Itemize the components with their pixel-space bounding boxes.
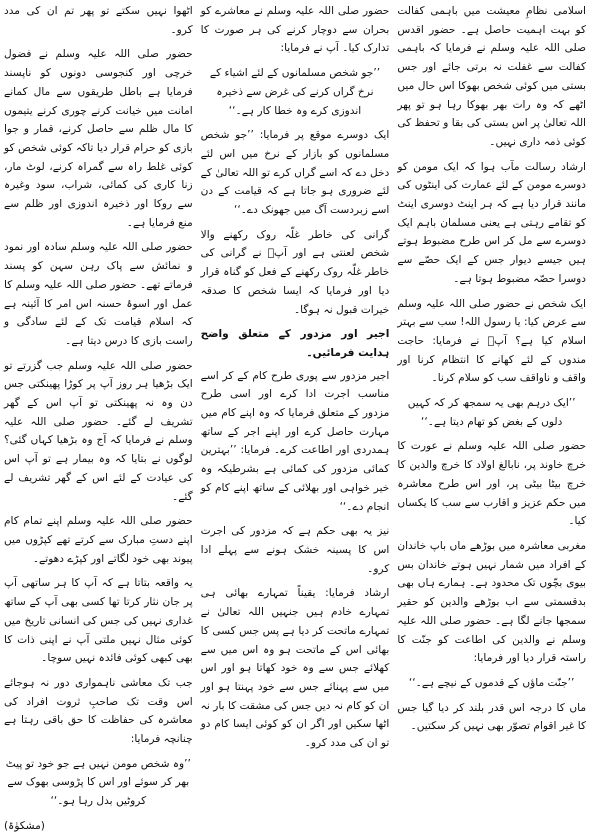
document-page xyxy=(3,2,586,832)
column-left xyxy=(3,2,193,832)
paragraph: جب تک معاشی ناہمواری دور نہ ہوجائے اس وقت تک صاحبِ ثروت افراد کی معاشرہ کی حفاظت کا حق باقی رہتا ہے چنانچہ فرمایا: xyxy=(3,676,193,746)
paragraph: حضور صلی اللہ علیہ وسلم نے فضول خرچی اور کنجوسی دونوں کو ناپسند فرمایا ہے باطل طریقوں سے مال کمانے امانت میں خیانت کرنے چوری کرنے یتیموں کا مال ظلم سے حاصل کرنے، قمار و جوا بازی کو حرام قرار دیا تاکہ کوئی شخص کو کوئی غلط راہ سے گمراہ کرنے، لوٹ مار، زنا کاری کی کمائی، شراب، سود وغیرہ سے روکا اور ذخیرہ اندوزی اور ظلم سے منع فرمایا ہے۔ xyxy=(3,48,193,229)
paragraph: گرانی کی خاطر غلّہ روک رکھنے والا شخص لعنتی ہے اور آپؐ نے گرانی کی خاطر غلّہ روک رکھنے کے فعل کو گناہ قرار دیا اور فرمایا کہ ایسا شخص کا صدقہ خیرات قبول نہ ہوگا۔ xyxy=(200,228,390,316)
paragraph: مغربی معاشرہ میں بوڑھے ماں باپ خاندان کے افراد میں شمار نہیں ہوتے خاندان بس بیوی بچّوں تک محدود ہے۔ ہمارے ہاں بھی بدقسمتی سے اب بوڑھے والدین کو حقیر سمجھا جانے لگا ہے۔ حضور صلی اللہ علیہ وسلم نے والدین کی اطاعت کو جنّت کا راستہ قرار دیا اور فرمایا: xyxy=(397,539,586,665)
quote: ’’جو شخص مسلمانوں کے لئے اشیاء کے نرخ گراں کرنے کی غرض سے ذخیرہ اندوزی کرے وہ خطا کار ہے۔‘‘ xyxy=(209,67,381,117)
paragraph: حضور صلی اللہ علیہ وسلم سادہ اور نمود و نمائش سے پاک رہن سہن کو پسند فرماتے تھے۔ حضور صلی اللہ علیہ وسلم کا عمل اور اسوۂ حسنہ اس امر کا آئینہ ہے کہ اسلام قیامت تک کے لئے سادگی و راست بازی کا درس دیتا ہے۔ xyxy=(3,241,193,347)
paragraph: اسلامی نظامِ معیشت میں باہمی کفالت کو بہت اہمیت حاصل ہے۔ حضور اقدس صلی اللہ علیہ وسلم نے فرمایا کہ باہمی کفالت سے غفلت نہ برتی جائے اور جس بستی میں کوئی شخص بھوکا اس حال میں اٹھے کہ وہ رات بھر بھوکا رہا ہو تو پھر اللہ تعالیٰ پر اس بستی کی بقا و تحفظ کی کوئی ذمہ داری نہیں۔ xyxy=(397,5,586,148)
paragraph: حضور صلی اللہ علیہ وسلم جب گزرتے تو ایک بڑھیا ہر روز آپ پر کوڑا پھینکتی جس دن وہ نہ پھینکتی تو آپ اس کے گھر تشریف لے گئے۔ حضور صلی اللہ علیہ وسلم نے فرمایا کہ آج وہ بڑھیا کہاں گئی؟ لوگوں نے بتایا کہ وہ بیمار ہے تو آپ اس کی عیادت کے لئے اس کے گھر تشریف لے گئے۔ xyxy=(3,359,193,503)
paragraph: ارشاد فرمایا: یقیناً تمہارے بھائی ہی تمہارے خادم ہیں جنہیں اللہ تعالیٰ نے تمہارے ماتحت کر دیا ہے پس جس کسی کا بھائی اس کے ماتحت ہو وہ اس میں سے کھلائے جس سے وہ خود کھاتا ہو اور اس میں سے پہنائے جس سے خود پہنتا ہو اور ان کو کام نہ دیں جس کی مشقت کا بار نہ اٹھا سکیں اور اگر ان کو کوئی ایسا کام دو تو ان کی مدد کرو۔ xyxy=(200,587,390,750)
paragraph: ماں کا درجہ اس قدر بلند کر دیا گیا جس کا غیر اقوام تصوّر بھی نہیں کر سکتیں۔ xyxy=(397,701,586,733)
column-right xyxy=(397,2,586,778)
quote: ’’جنّت ماؤں کے قدموں کے نیچے ہے۔‘‘ xyxy=(408,676,575,689)
paragraph: حضور صلی اللہ علیہ وسلم اپنے تمام کام اپنے دستِ مبارک سے کرتے تھے کپڑوں میں پیوند بھی خود لگاتے اور کپڑے دھوتے۔ xyxy=(3,515,193,565)
column-middle xyxy=(201,2,390,778)
paragraph: ایک شخص نے حضور صلی اللہ علیہ وسلم سے عرض کیا: یا رسول اللہ! سب سے بہتر اسلام کیا ہے؟ آپؐ نے فرمایا: حاجت مندوں کے لئے کھانے کا انتظام کرنا اور واقف و ناواقف سب کو سلام کرنا۔ xyxy=(397,297,586,385)
paragraph: اجیر مزدور سے پوری طرح کام کے کر اسے مناسب اجرت ادا کرے اور اسی طرح مزدور کے متعلق فرمایا کہ وہ اپنے کام میں مہارت حاصل کرے اور اپنے اجر کے ساتھ ہمدردی اور اطاعت کرے۔ فرمایا: ’’بہترین کمائی مزدور کی کمائی ہے بشرطیکہ وہ خیر خواہی اور بھلائی کے ساتھ اپنے کام کو انجام دے۔‘‘ xyxy=(200,369,390,513)
reference: (مشکوٰۃ) xyxy=(3,819,45,832)
paragraph: نیز یہ بھی حکم ہے کہ مزدور کی اجرت اس کا پسینہ خشک ہونے سے پہلے ادا کرو۔ xyxy=(200,525,390,575)
paragraph: حضور صلی اللہ علیہ وسلم نے عورت کا خرچ خاوند پر، نابالغ اولاد کا خرچ والدین کا خرچ بیٹا بیٹی پر، اور اس طرح معاشرہ میں حکم عزیز و اقارب سے سب کا یکساں کیا۔ xyxy=(397,440,586,528)
section-heading: اجیر اور مزدور کے متعلق واضح ہدایت فرمائیں۔ xyxy=(200,328,390,359)
quote: ’’ایک درہم بھی یہ سمجھ کر کہ کہیں دلوں کے بغض کو تھام دیتا ہے۔‘‘ xyxy=(407,397,576,428)
paragraph: ارشاد رسالت مآب ہوا کہ ایک مومن کو دوسرے مومن کے لئے عمارت کی اینٹوں کی مانند قرار دیا ہے کہ ہر اینٹ دوسری اینٹ کو تقامے رہتی ہے یعنی مسلمان باہم ایک دوسرے سے مل کر اس طرح مضبوط ہوتے ہیں جیسے دیوار جس کے ایک حصّے سے دوسرا حصّہ مضبوط ہوتا ہے۔ xyxy=(397,160,586,285)
paragraph: ایک دوسرے موقع پر فرمایا: ’’جو شخص مسلمانوں کو بازار کے نرخ میں اس لئے دخل دے کہ اسے گراں کرے تو اللہ تعالیٰ کے لئے ضروری ہو جاتا ہے کہ قیامت کے دن اسے زبردست آگ میں جھونک دے۔‘‘ xyxy=(200,129,390,217)
paragraph: اٹھوا نہیں سکتے تو پھر تم ان کی مدد کرو۔ xyxy=(3,5,193,36)
paragraph: حضور صلی اللہ علیہ وسلم نے معاشرے کو بحران سے دوچار کرنے کی ہر صورت کا تدارک کیا۔ آپ نے فرمایا: xyxy=(200,5,390,55)
paragraph: یہ واقعہ بتاتا ہے کہ آپ کا ہر ساتھی آپ پر جان نثار کرتا تھا کسی بھی آپ کے ساتھ غداری نہیں کی جس کی انسانی تاریخ میں کوئی مثال نہیں ملتی آپ نے اپنی ذات کا بھی کبھی کوئی فائدہ نہیں سوچا۔ xyxy=(3,577,193,665)
quote: ’’وہ شخص مومن نہیں ہے جو خود تو پیٹ بھر کر سوئے اور اس کا پڑوسی بھوک سے کروٹیں بدل رہا ہو۔‘‘ xyxy=(5,757,191,808)
